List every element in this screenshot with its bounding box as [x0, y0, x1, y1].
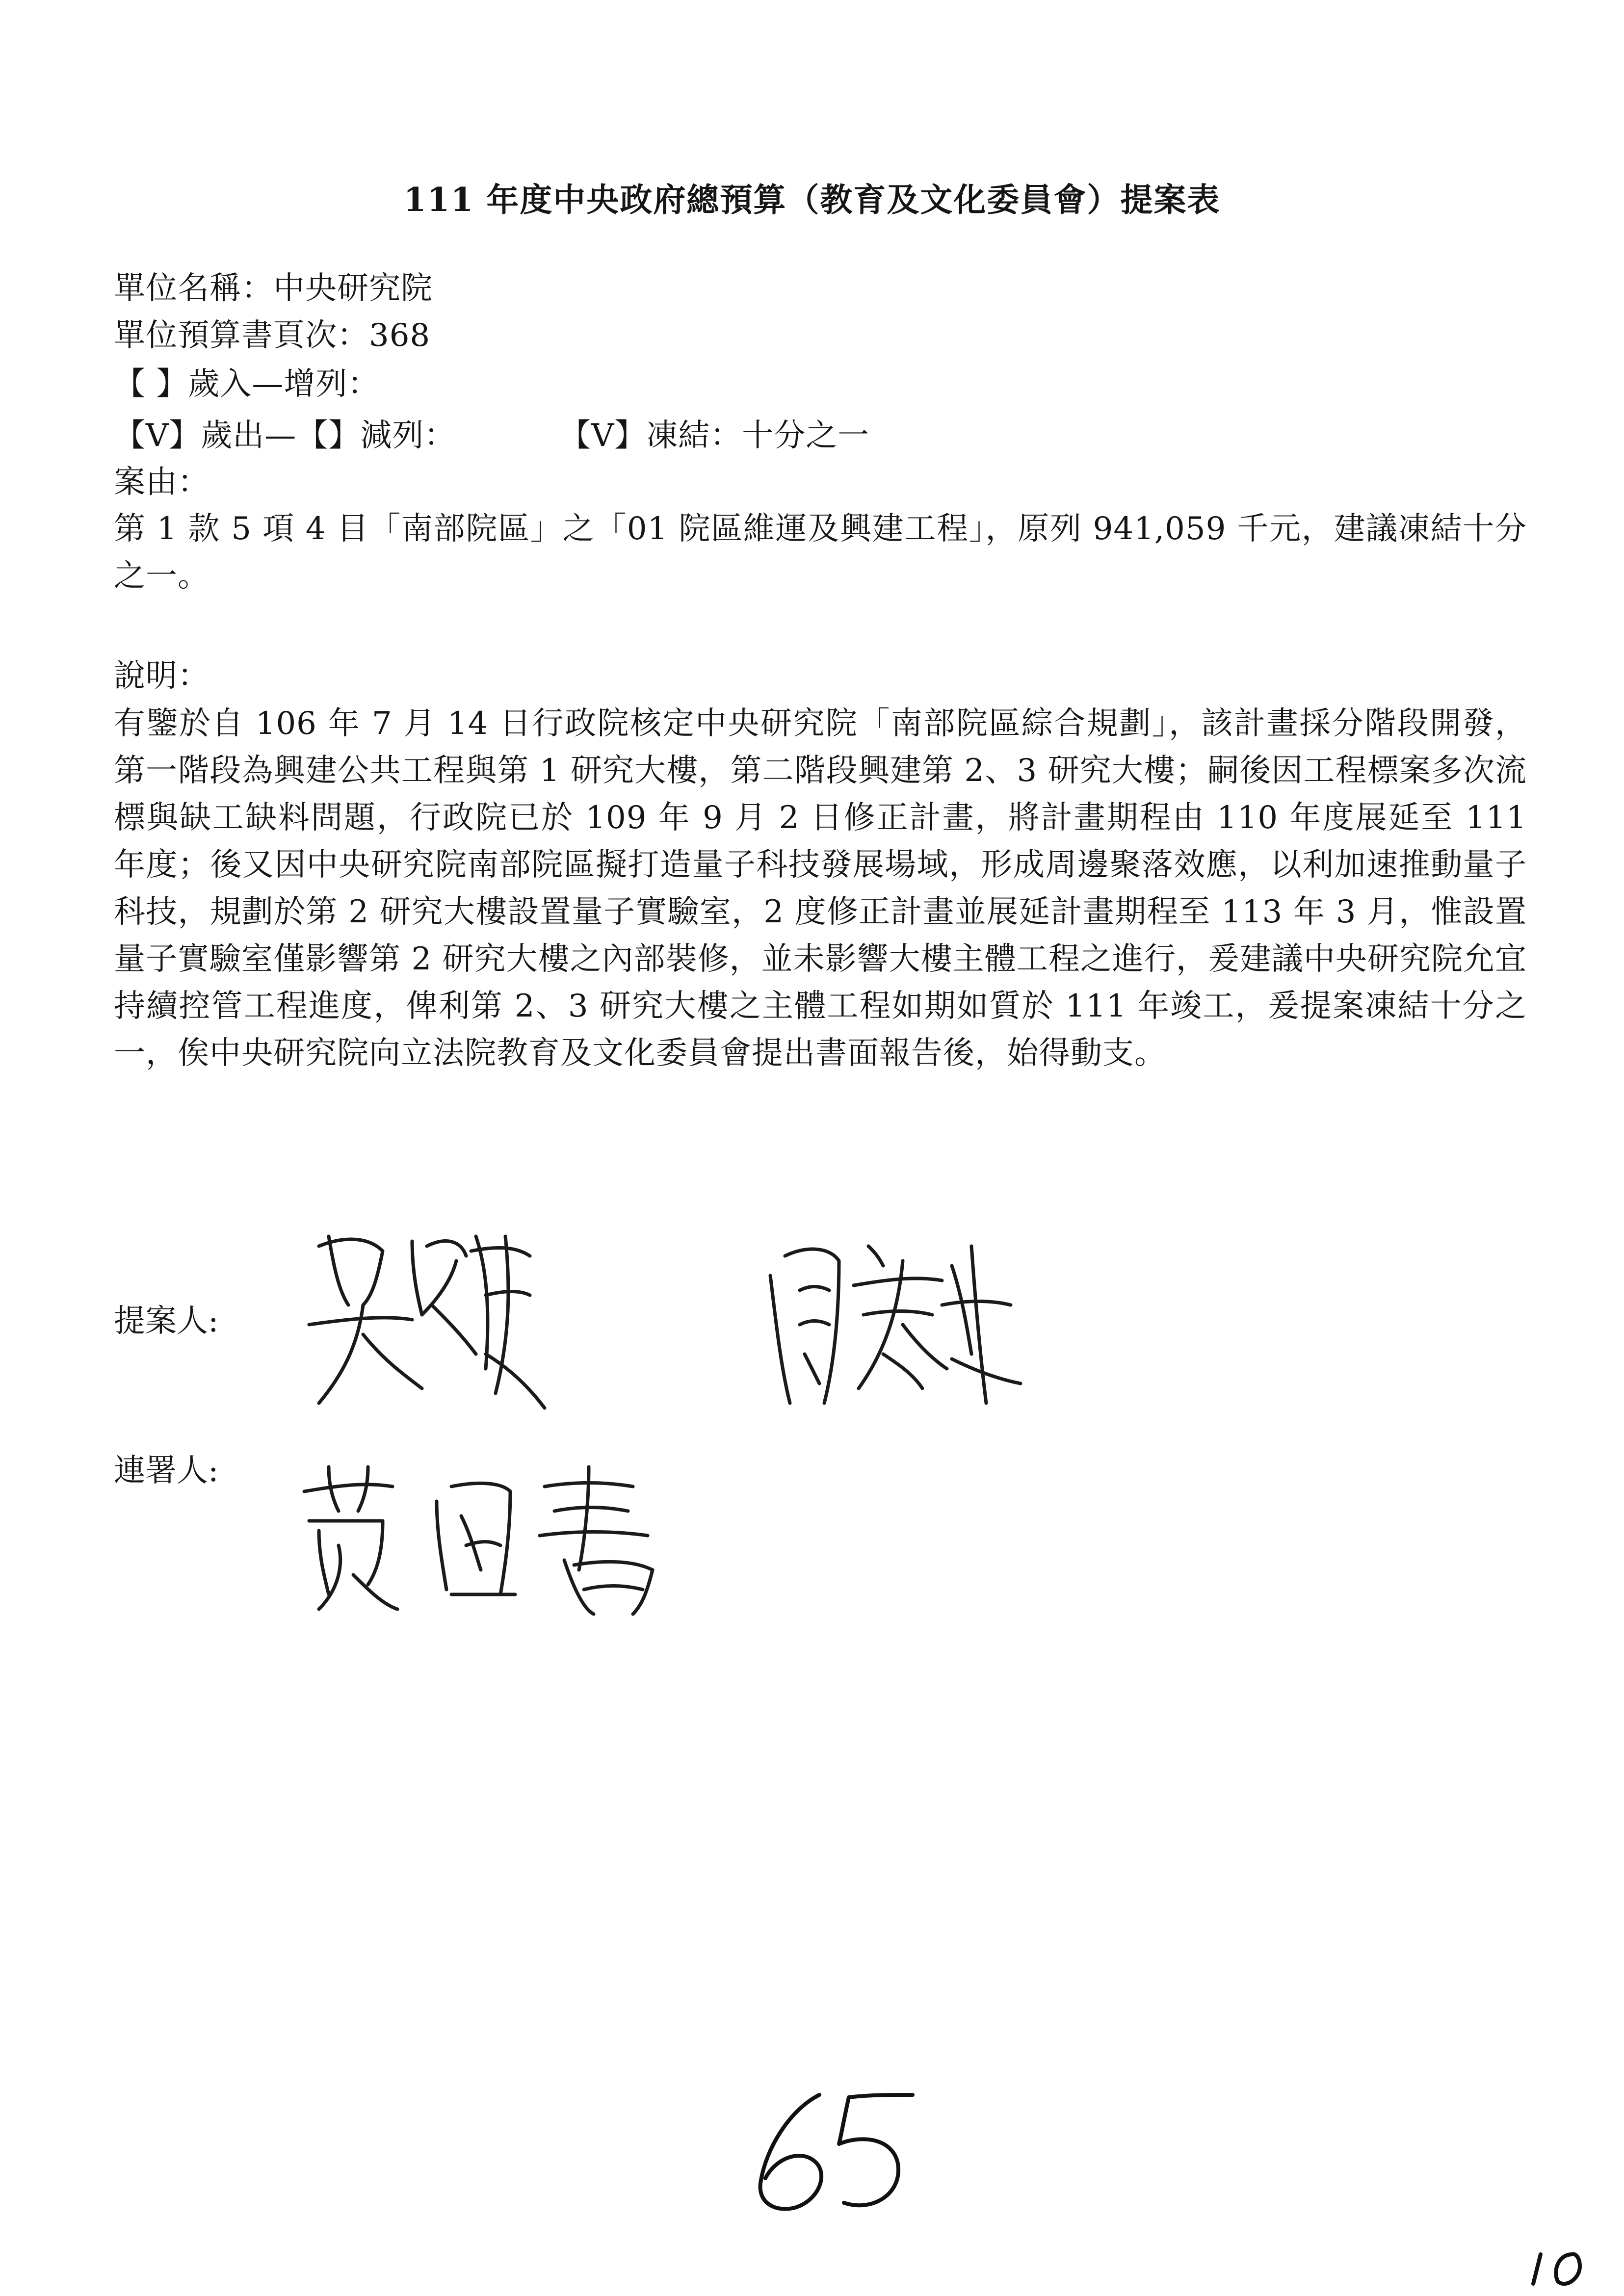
expenditure-line: 【V】歲出—【】減列：	[114, 417, 456, 454]
proposer-label: 提案人:	[114, 1303, 219, 1339]
cosigner-signature	[289, 1447, 692, 1624]
handwritten-page-number	[746, 2080, 932, 2218]
explanation-label: 說明：	[114, 658, 210, 694]
unit-name: 單位名稱：中央研究院	[114, 270, 433, 307]
budget-page: 單位預算書頁次：368	[114, 317, 431, 354]
proposer-signature-1	[299, 1207, 554, 1433]
reason-label: 案由：	[114, 464, 210, 500]
explanation-text: 有鑒於自 106 年 7 月 14 日行政院核定中央研究院「南部院區綜合規劃」，該計畫採分階段開發，第一階段為興建公共工程與第 1 研究大樓，第二階段興建第 2、3 研究大樓；嗣後因工程標案多次流標與缺工缺料問題，行政院已於 109 年 9 月 2 日修正計畫，將計畫期程由 110 年度展延至 111 年度；後又因中央研究院南部院區擬打造量子科技發展場域，形成周邊聚落效應，以利加速推動量子科技，規劃於第 2 研究大樓設置量子實驗室，2 度修正計畫並展延計畫期程至 113 年 3 月，惟設置量子實驗室僅影響第 2 研究大樓之內部裝修，並未影響大樓主體工程之進行，爰建議中央研究院允宜持續控管工程進度，俾利第 2、3 研究大樓之主體工程如期如質於 111 年竣工，爰提案凍結十分之一，俟中央研究院向立法院教育及文化委員會提出書面報告後，始得動支。	[114, 705, 1527, 1071]
cosigner-label: 連署人:	[114, 1453, 219, 1489]
reason-text: 第 1 款 5 項 4 目「南部院區」之「01 院區維運及興建工程」，原列 941,059 千元，建議凍結十分之一。	[114, 511, 1527, 594]
document-title: 111 年度中央政府總預算（教育及文化委員會）提案表	[403, 181, 1221, 219]
proposer-signature-2	[756, 1217, 1030, 1423]
revenue-line: 【 】歲入—增列：	[114, 366, 380, 402]
freeze-line: 【V】凍結：十分之一	[559, 417, 870, 454]
handwritten-corner-number	[1526, 2244, 1590, 2289]
